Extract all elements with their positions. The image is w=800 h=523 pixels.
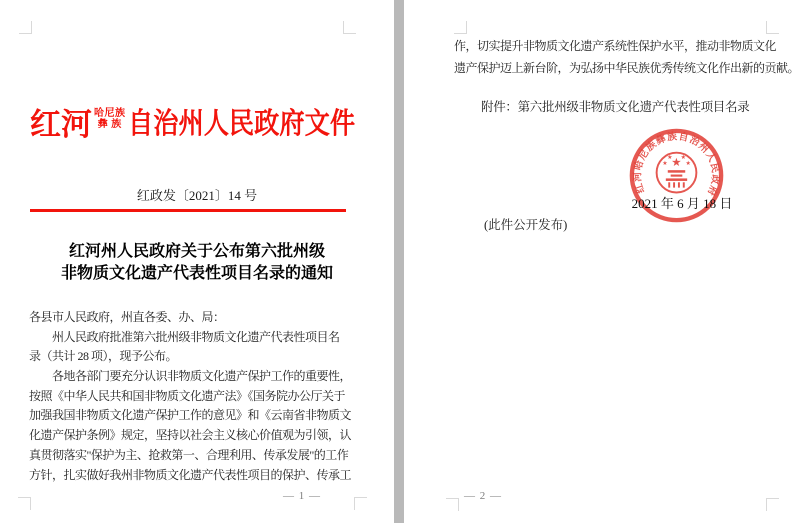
text-boundary-mark (18, 497, 31, 510)
issue-date: 2021 年 6 月 18 日 (631, 196, 733, 211)
body-line: 作，切实提升非物质文化遗产系统性保护水平，推动非物质文化 (454, 39, 777, 53)
emblem-small-star: ★ (662, 160, 668, 167)
masthead-suffix: 自治州人民政府文件 (127, 107, 355, 140)
body-line: 录（共计 28 项），现予公布。 (29, 349, 178, 364)
emblem-small-star: ★ (680, 155, 686, 162)
document-title-line2: 非物质文化遗产代表性项目名录的通知 (60, 265, 333, 282)
seal-curved-text: 红河哈尼族彝族自治州人民政府 (632, 131, 721, 199)
page-2-body (454, 35, 800, 79)
text-boundary-mark (19, 21, 32, 34)
body-line: 方针，扎实做好我州非物质文化遗产代表性项目的保护、传承工 (29, 467, 352, 482)
text-boundary-mark (766, 21, 779, 34)
red-separator-rule (30, 209, 346, 212)
text-boundary-mark (454, 21, 467, 34)
document-title (0, 241, 394, 285)
document-title-line1: 红河州人民政府关于公布第六批州级 (68, 243, 325, 260)
body-line: 按照《中华人民共和国非物质文化遗产法》《国务院办公厅关于 (29, 388, 346, 403)
body-line: 各地各部门要充分认识非物质文化遗产保护工作的重要性， (29, 369, 352, 384)
body-line: 加强我国非物质文化遗产保护工作的意见》和《云南省非物质文 (29, 408, 352, 423)
masthead-ethnic-stack (94, 108, 126, 130)
page-divider (394, 0, 404, 523)
body-line: 州人民政府批准第六批州级非物质文化遗产代表性项目名 (29, 329, 340, 344)
emblem-small-star: ★ (667, 155, 673, 162)
document-masthead (30, 101, 389, 147)
body-line: 真贯彻落实"保护为主、抢救第一、合理利用、传承发展"的工作 (29, 447, 349, 462)
public-release-note: (此件公开发布) (484, 218, 568, 232)
masthead-ethnic-top: 哈尼族 (94, 108, 126, 119)
text-boundary-mark (446, 498, 459, 511)
emblem-big-star: ★ (671, 155, 682, 169)
body-line: 各县市人民政府，州直各委、办、局： (29, 310, 225, 324)
attachment-line: 附件：第六批州级非物质文化遗产代表性项目名录 (481, 100, 750, 114)
page-number-1: — 1 — (283, 490, 321, 502)
text-boundary-mark (766, 498, 779, 511)
page-number-2: — 2 — (464, 490, 502, 502)
national-emblem-icon (662, 154, 690, 188)
masthead-prefix: 红河 (30, 106, 92, 142)
body-line: 遗产保护迈上新台阶，为弘扬中华民族优秀传统文化作出新的贡献。 (454, 61, 800, 75)
text-boundary-mark (354, 497, 367, 510)
masthead-ethnic-bottom: 彝 族 (97, 119, 122, 130)
text-boundary-mark (343, 21, 356, 34)
page-1-body (29, 308, 359, 485)
emblem-small-star: ★ (685, 160, 691, 167)
body-line: 化遗产保护条例》规定，坚持以社会主义核心价值观为引领，认 (29, 428, 352, 443)
document-number: 红政发〔2021〕14 号 (136, 188, 258, 203)
